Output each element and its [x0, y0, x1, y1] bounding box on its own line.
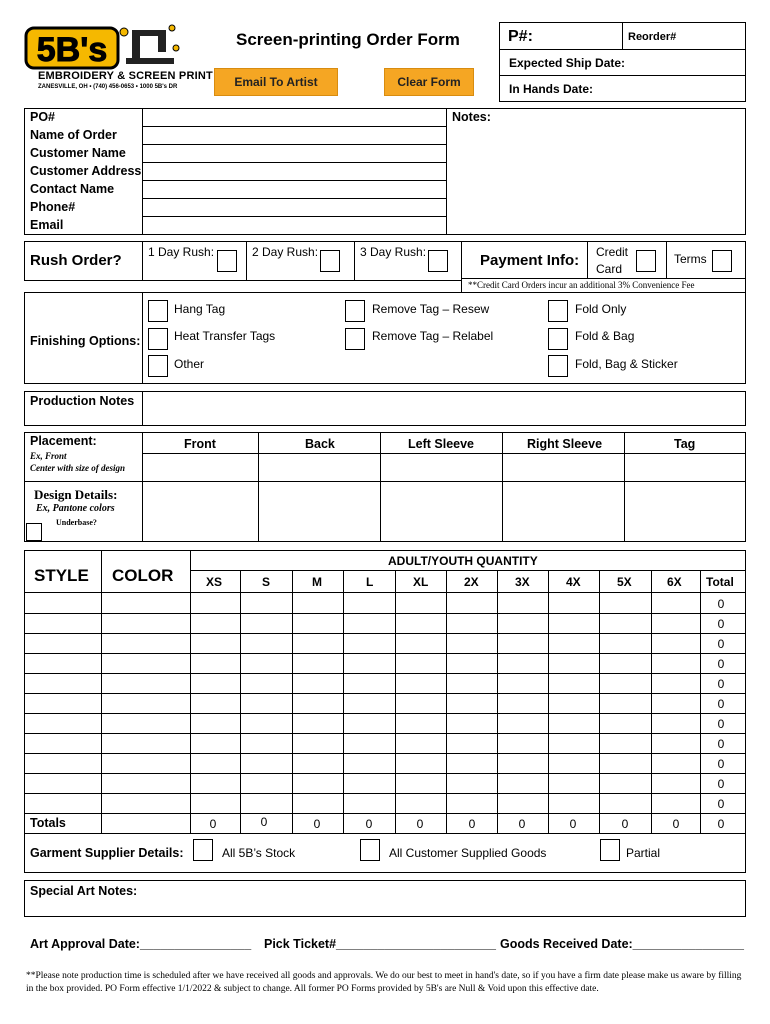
customer-address-input[interactable] — [143, 163, 445, 180]
underbase-label: Underbase? — [56, 518, 97, 527]
placement-back-header: Back — [305, 437, 335, 451]
placement-left-sleeve-input[interactable] — [381, 454, 501, 481]
placement-right-sleeve-header: Right Sleeve — [527, 437, 603, 451]
size-2x-header: 2X — [464, 575, 479, 589]
special-art-notes-input[interactable] — [150, 881, 745, 916]
clear-form-button[interactable]: Clear Form — [384, 68, 474, 96]
design-details-label: Design Details: — [34, 487, 118, 502]
customer-name-input[interactable] — [143, 145, 445, 162]
rush-order-label: Rush Order? — [30, 252, 122, 269]
column-total-xl: 0 — [416, 817, 424, 831]
in-hands-date-label: In Hands Date: — [509, 82, 594, 96]
column-total-s: 0 — [260, 815, 268, 829]
design-left-sleeve-input[interactable] — [381, 482, 501, 541]
customer-address-label: Customer Address — [30, 164, 142, 178]
row-total: 0 — [717, 797, 725, 811]
phone-input[interactable] — [143, 199, 445, 216]
one-day-rush-label: 1 Day Rush: — [148, 245, 215, 259]
order-name-label: Name of Order — [30, 128, 117, 142]
credit-card-label-line1: Credit — [596, 245, 629, 259]
customer-supplied-checkbox[interactable] — [360, 839, 380, 861]
size-xl-header: XL — [413, 575, 429, 589]
logo-wordmark: 5B's — [36, 31, 108, 69]
column-total-l: 0 — [365, 817, 373, 831]
underbase-checkbox[interactable] — [26, 523, 42, 541]
footer-note: **Please note production time is scheduled after we have received all goods and approvals. We do our best to meet in hand's date, so if you have a firm date please make us aware by filling in the box provided. PO Form effective 1/1/2022 & subject to change. All former PO Forms provided by 5B's are Null & Void upon this effective date. — [26, 971, 742, 994]
other-checkbox[interactable] — [148, 355, 168, 377]
customer-name-label: Customer Name — [30, 146, 126, 160]
credit-card-fee-note: **Credit Card Orders incur an additional 3% Convenience Fee — [468, 280, 695, 290]
size-5x-header: 5X — [617, 575, 632, 589]
form-title: Screen-printing Order Form — [236, 30, 460, 49]
notes-label: Notes: — [452, 110, 491, 124]
goods-received-date-field[interactable]: Goods Received Date:________________ — [500, 937, 744, 951]
color-header: COLOR — [112, 566, 174, 585]
size-l-header: L — [366, 575, 374, 589]
hang-tag-checkbox[interactable] — [148, 300, 168, 322]
heat-transfer-tags-label: Heat Transfer Tags — [174, 329, 276, 343]
terms-label: Terms — [674, 252, 707, 266]
remove-tag-relabel-checkbox[interactable] — [345, 328, 365, 350]
row-total: 0 — [717, 737, 725, 751]
partial-checkbox[interactable] — [600, 839, 620, 861]
payment-info-label: Payment Info: — [480, 252, 580, 269]
logo-subtitle: EMBROIDERY & SCREEN PRINT — [38, 70, 213, 82]
row-total: 0 — [717, 637, 725, 651]
order-name-input[interactable] — [143, 127, 445, 144]
placement-right-sleeve-input[interactable] — [503, 454, 623, 481]
heat-transfer-tags-checkbox[interactable] — [148, 328, 168, 350]
all-5bs-stock-checkbox[interactable] — [193, 839, 213, 861]
three-day-rush-label: 3 Day Rush: — [360, 245, 427, 259]
placement-front-input[interactable] — [143, 454, 257, 481]
reorder-label: Reorder# — [628, 31, 677, 43]
placement-left-sleeve-header: Left Sleeve — [408, 437, 475, 451]
customer-supplied-label: All Customer Supplied Goods — [389, 846, 547, 860]
placement-label: Placement: — [30, 434, 97, 448]
other-label: Other — [174, 357, 205, 371]
size-4x-header: 4X — [566, 575, 581, 589]
two-day-rush-checkbox[interactable] — [320, 250, 340, 272]
adult-youth-quantity-header: ADULT/YOUTH QUANTITY — [388, 554, 538, 568]
expected-ship-date-label: Expected Ship Date: — [509, 56, 626, 70]
partial-label: Partial — [626, 846, 661, 860]
total-header: Total — [706, 575, 734, 589]
design-back-input[interactable] — [259, 482, 379, 541]
row-total: 0 — [717, 617, 725, 631]
column-total-6x: 0 — [672, 817, 680, 831]
finishing-options-label: Finishing Options: — [30, 334, 141, 348]
production-notes-input[interactable] — [143, 392, 745, 425]
row-total: 0 — [717, 777, 725, 791]
grand-total: 0 — [717, 817, 725, 831]
design-front-input[interactable] — [143, 482, 257, 541]
row-total: 0 — [717, 677, 725, 691]
garment-supplier-label: Garment Supplier Details: — [30, 846, 184, 860]
column-total-3x: 0 — [518, 817, 526, 831]
fold-and-bag-checkbox[interactable] — [548, 328, 568, 350]
fold-bag-sticker-checkbox[interactable] — [548, 355, 568, 377]
column-total-5x: 0 — [621, 817, 629, 831]
remove-tag-relabel-label: Remove Tag – Relabel — [372, 329, 494, 343]
size-6x-header: 6X — [667, 575, 682, 589]
totals-label: Totals — [30, 816, 66, 830]
pick-ticket-field[interactable]: Pick Ticket#_______________________ — [264, 937, 496, 951]
row-total: 0 — [717, 597, 725, 611]
p-number-label: P#: — [508, 28, 533, 45]
fold-and-bag-label: Fold & Bag — [575, 329, 635, 343]
placement-front-header: Front — [184, 437, 216, 451]
row-total: 0 — [717, 697, 725, 711]
size-3x-header: 3X — [515, 575, 530, 589]
credit-card-label-line2: Card — [596, 262, 623, 276]
logo-contact: ZANESVILLE, OH • (740) 456-0653 • 1000 5B's DR — [38, 84, 178, 90]
one-day-rush-checkbox[interactable] — [217, 250, 237, 272]
phone-label: Phone# — [30, 200, 76, 214]
size-xs-header: XS — [206, 575, 223, 589]
placement-hint-1: Ex, Front — [30, 451, 67, 461]
po-input[interactable] — [143, 109, 445, 126]
column-total-2x: 0 — [468, 817, 476, 831]
art-approval-date-field[interactable]: Art Approval Date:________________ — [30, 937, 252, 951]
placement-tag-header: Tag — [674, 437, 696, 451]
production-notes-label: Production Notes — [30, 394, 135, 408]
fold-bag-sticker-label: Fold, Bag & Sticker — [575, 357, 678, 371]
two-day-rush-label: 2 Day Rush: — [252, 245, 319, 259]
row-total: 0 — [717, 717, 725, 731]
credit-card-checkbox[interactable] — [636, 250, 656, 272]
po-label: PO# — [30, 110, 56, 124]
placement-back-input[interactable] — [259, 454, 379, 481]
placement-hint-2: Center with size of design — [30, 463, 126, 473]
column-total-4x: 0 — [569, 817, 577, 831]
row-total: 0 — [717, 657, 725, 671]
three-day-rush-checkbox[interactable] — [428, 250, 448, 272]
size-s-header: S — [262, 575, 271, 589]
email-label: Email — [30, 218, 64, 232]
hang-tag-label: Hang Tag — [174, 302, 226, 316]
design-details-hint: Ex, Pantone colors — [36, 503, 115, 514]
design-right-sleeve-input[interactable] — [503, 482, 623, 541]
email-to-artist-button[interactable]: Email To Artist — [214, 68, 338, 96]
column-total-m: 0 — [313, 817, 321, 831]
company-logo — [24, 22, 213, 94]
terms-checkbox[interactable] — [712, 250, 732, 272]
size-m-header: M — [312, 575, 322, 589]
notes-textarea[interactable] — [447, 128, 745, 234]
placement-tag-input[interactable] — [625, 454, 745, 481]
fold-only-checkbox[interactable] — [548, 300, 568, 322]
special-art-notes-label: Special Art Notes: — [30, 884, 138, 898]
all-5bs-stock-label: All 5B’s Stock — [222, 846, 296, 860]
contact-name-input[interactable] — [143, 181, 445, 198]
email-input[interactable] — [143, 217, 445, 234]
remove-tag-resew-checkbox[interactable] — [345, 300, 365, 322]
contact-name-label: Contact Name — [30, 182, 115, 196]
column-total-xs: 0 — [209, 817, 217, 831]
fold-only-label: Fold Only — [575, 302, 627, 316]
style-header: STYLE — [34, 566, 89, 585]
row-total: 0 — [717, 757, 725, 771]
design-tag-input[interactable] — [625, 482, 745, 541]
remove-tag-resew-label: Remove Tag – Resew — [372, 302, 490, 316]
